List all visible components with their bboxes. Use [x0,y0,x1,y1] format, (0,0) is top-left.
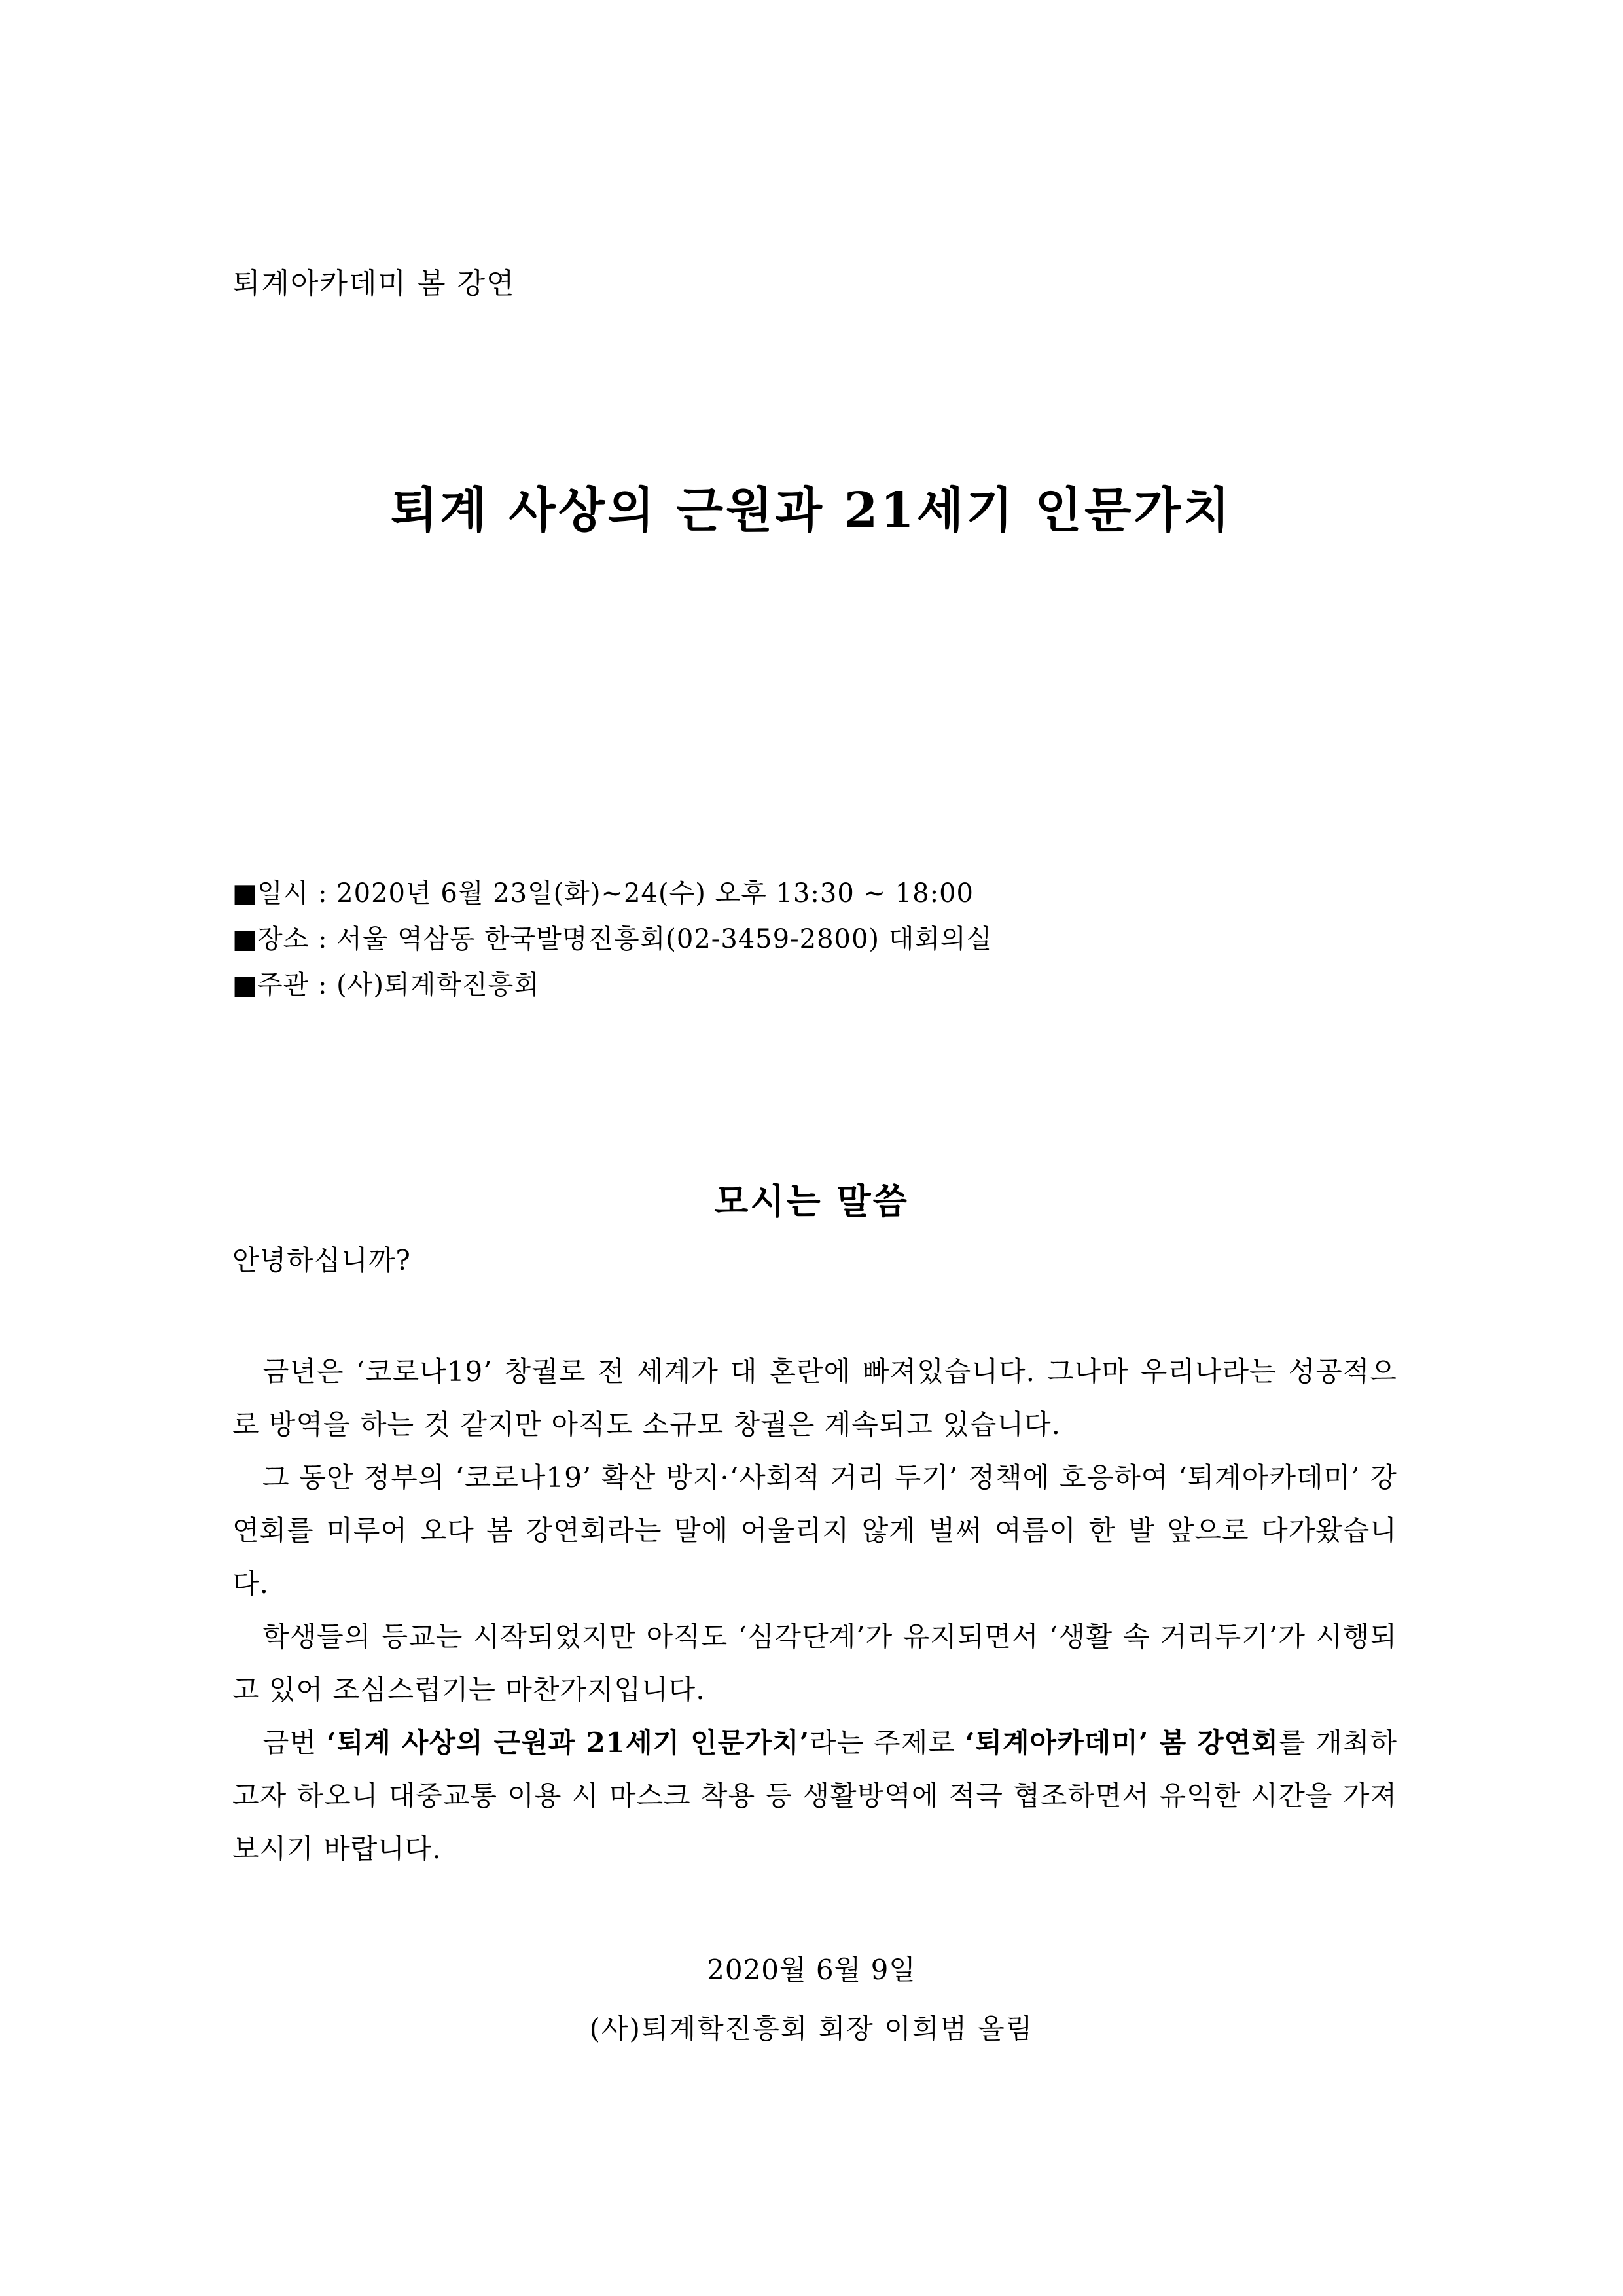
issue-date: 2020월 6월 9일 [707,1954,916,1986]
paragraph-text: 를 개최하고자 하오니 대중교통 이용 시 마스크 착용 등 생활방역에 적극 협조하면서 유익한 시간을 가져보시기 바랍니다. [232,1727,1397,1865]
square-bullet-icon: ■ [232,970,258,1000]
square-bullet-icon: ■ [232,878,258,908]
body-paragraph-highlight [232,1716,1397,1875]
invitation-body [232,1345,1397,1875]
greeting: 안녕하십니까? [232,1244,411,1276]
body-paragraph: 그 동안 정부의 ‘코로나19’ 확산 방지·‘사회적 거리 두기’ 정책에 호응하여 ‘퇴계아카데미’ 강연회를 미루어 오다 봄 강연회라는 말에 어울리지 않게 벌써 여름이 한 발 앞으로 다가왔습니다. [232,1462,1397,1600]
series-label: 퇴계아카데미 봄 강연 [232,267,516,300]
square-bullet-icon: ■ [232,924,258,954]
info-item-location [232,916,992,962]
event-info-list [232,870,992,1008]
paragraph-text: 라는 주제로 [810,1727,965,1759]
page-title: 퇴계 사상의 근원과 21세기 인문가치 [390,482,1233,539]
info-item-text: 일시 : 2020년 6월 23일(화)~24(수) 오후 13:30 ~ 18:00 [257,878,974,908]
body-paragraph: 금년은 ‘코로나19’ 창궐로 전 세계가 대 혼란에 빠져있습니다. 그나마 우리나라는 성공적으로 방역을 하는 것 같지만 아직도 소규모 창궐은 계속되고 있습니다. [232,1355,1397,1441]
body-paragraph: 학생들의 등교는 시작되었지만 아직도 ‘심각단계’가 유지되면서 ‘생활 속 거리두기’가 시행되고 있어 조심스럽기는 마찬가지입니다. [232,1621,1397,1706]
section-title: 모시는 말씀 [714,1180,909,1222]
info-item-organizer [232,962,992,1008]
event-name: ‘퇴계아카데미’ 봄 강연회 [965,1727,1279,1759]
signature-line: (사)퇴계학진흥회 회장 이희범 올림 [589,2013,1034,2045]
info-item-text: 장소 : 서울 역삼동 한국발명진흥회(02-3459-2800) 대회의실 [257,924,993,954]
paragraph-text: 금번 [262,1727,327,1759]
info-item-date [232,870,992,916]
info-item-text: 주관 : (사)퇴계학진흥회 [257,970,540,1000]
lecture-topic: ‘퇴계 사상의 근원과 21세기 인문가치’ [326,1727,810,1759]
